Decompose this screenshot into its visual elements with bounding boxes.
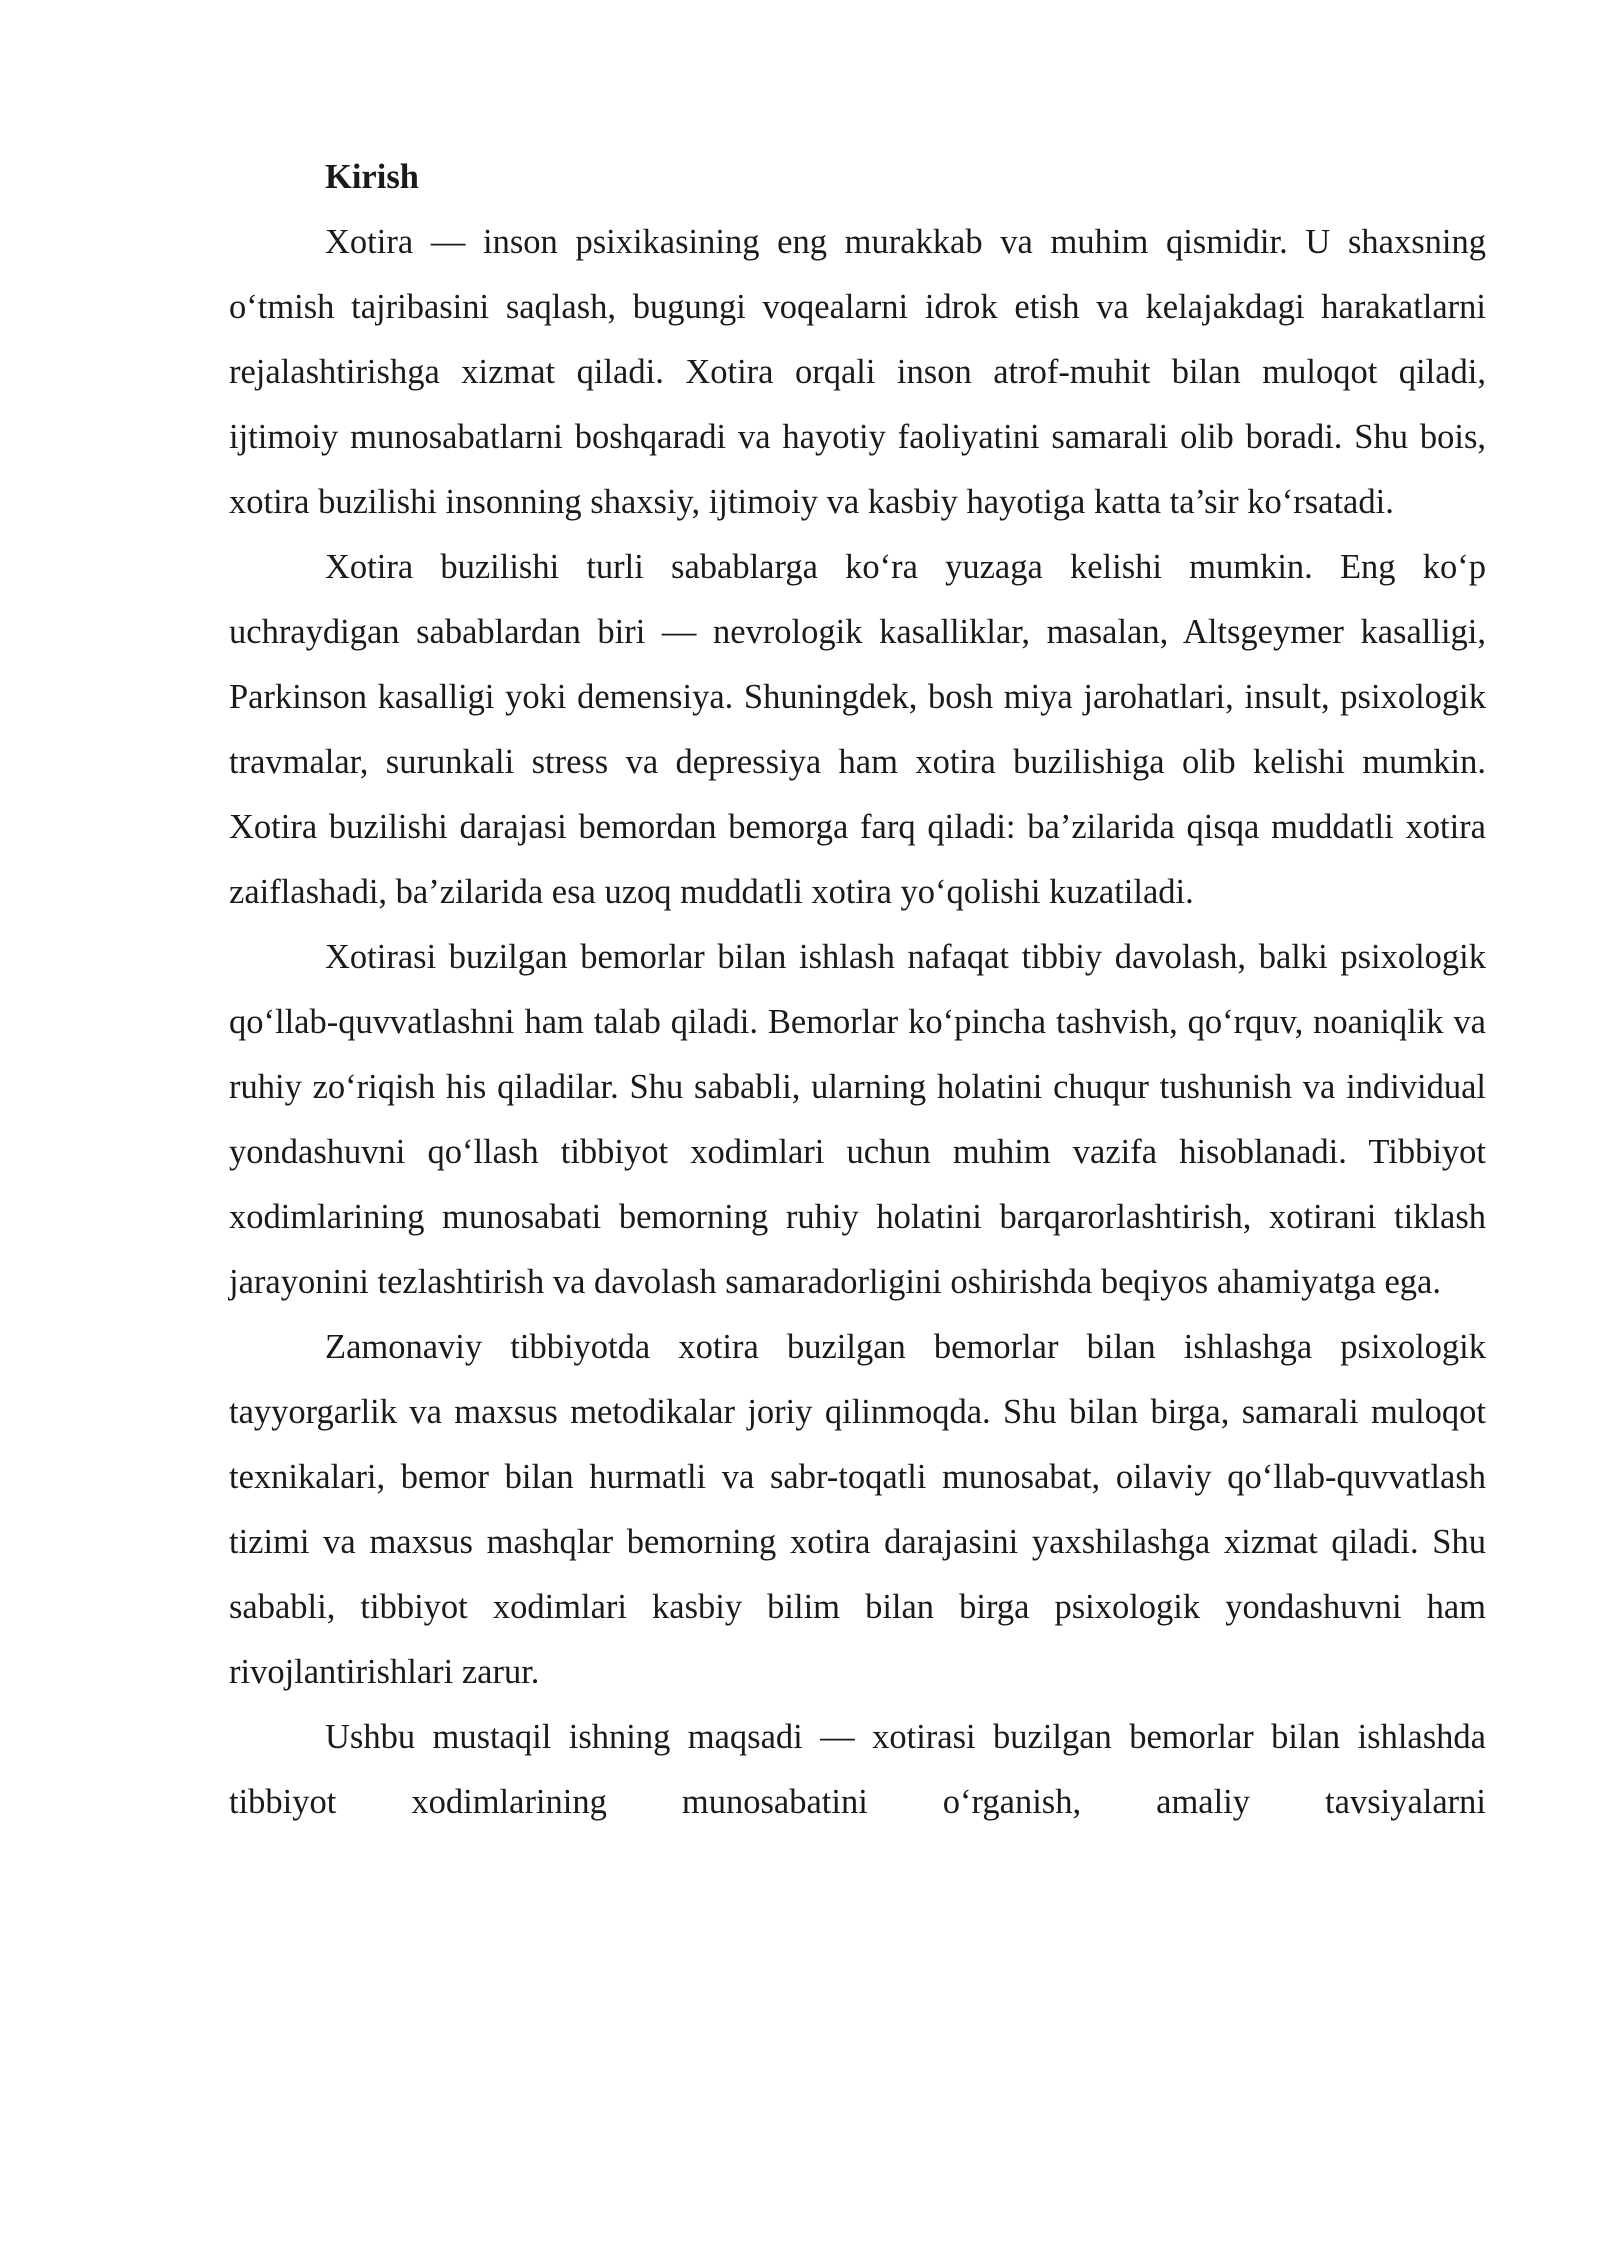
section-heading: Kirish xyxy=(325,158,419,196)
paragraph-5: Ushbu mustaqil ishning maqsadi — xotirasi buzilgan bemorlar bilan ishlashda tibbiyot xodimlarining munosabatini o‘rganish, amaliy tavsiyalarni xyxy=(229,1718,1486,1821)
paragraph-2: Xotira buzilishi turli sabablarga ko‘ra yuzaga kelishi mumkin. Eng ko‘p uchraydigan sabablardan biri — nevrologik kasalliklar, masalan, Altsgeymer kasalligi, Parkinson kasalligi yoki demensiya. Shuningdek, bosh miya jarohatlari, insult, psixologik travmalar, surunkali stress va depressiya ham xotira buzilishiga olib kelishi mumkin. Xotira buzilishi darajasi bemordan bemorga farq qiladi: ba’zilarida qisqa muddatli xotira zaiflashadi, ba’zilarida esa uzoq muddatli xotira yo‘qolishi kuzatiladi. xyxy=(229,548,1486,911)
paragraph-4: Zamonaviy tibbiyotda xotira buzilgan bemorlar bilan ishlashga psixologik tayyorgarlik va maxsus metodikalar joriy qilinmoqda. Shu bilan birga, samarali muloqot texnikalari, bemor bilan hurmatli va sabr-toqatli munosabat, oilaviy qo‘llab-quvvatlash tizimi va maxsus mashqlar bemorning xotira darajasini yaxshilashga xizmat qiladi. Shu sababli, tibbiyot xodimlari kasbiy bilim bilan birga psixologik yondashuvni ham rivojlantirishlari zarur. xyxy=(229,1328,1486,1691)
paragraph-1: Xotira — inson psixikasining eng murakkab va muhim qismidir. U shaxsning o‘tmish tajribasini saqlash, bugungi voqealarni idrok etish va kelajakdagi harakatlarni rejalashtirishga xizmat qiladi. Xotira orqali inson atrof-muhit bilan muloqot qiladi, ijtimoiy munosabatlarni boshqaradi va hayotiy faoliyatini samarali olib boradi. Shu bois, xotira buzilishi insonning shaxsiy, ijtimoiy va kasbiy hayotiga katta ta’sir ko‘rsatadi. xyxy=(229,223,1486,521)
document-body xyxy=(229,145,1486,1835)
paragraph-3: Xotirasi buzilgan bemorlar bilan ishlash nafaqat tibbiy davolash, balki psixologik qo‘llab-quvvatlashni ham talab qiladi. Bemorlar ko‘pincha tashvish, qo‘rquv, noaniqlik va ruhiy zo‘riqish his qiladilar. Shu sababli, ularning holatini chuqur tushunish va individual yondashuvni qo‘llash tibbiyot xodimlari uchun muhim vazifa hisoblanadi. Tibbiyot xodimlarining munosabati bemorning ruhiy holatini barqarorlashtirish, xotirani tiklash jarayonini tezlashtirish va davolash samaradorligini oshirishda beqiyos ahamiyatga ega. xyxy=(229,938,1486,1301)
